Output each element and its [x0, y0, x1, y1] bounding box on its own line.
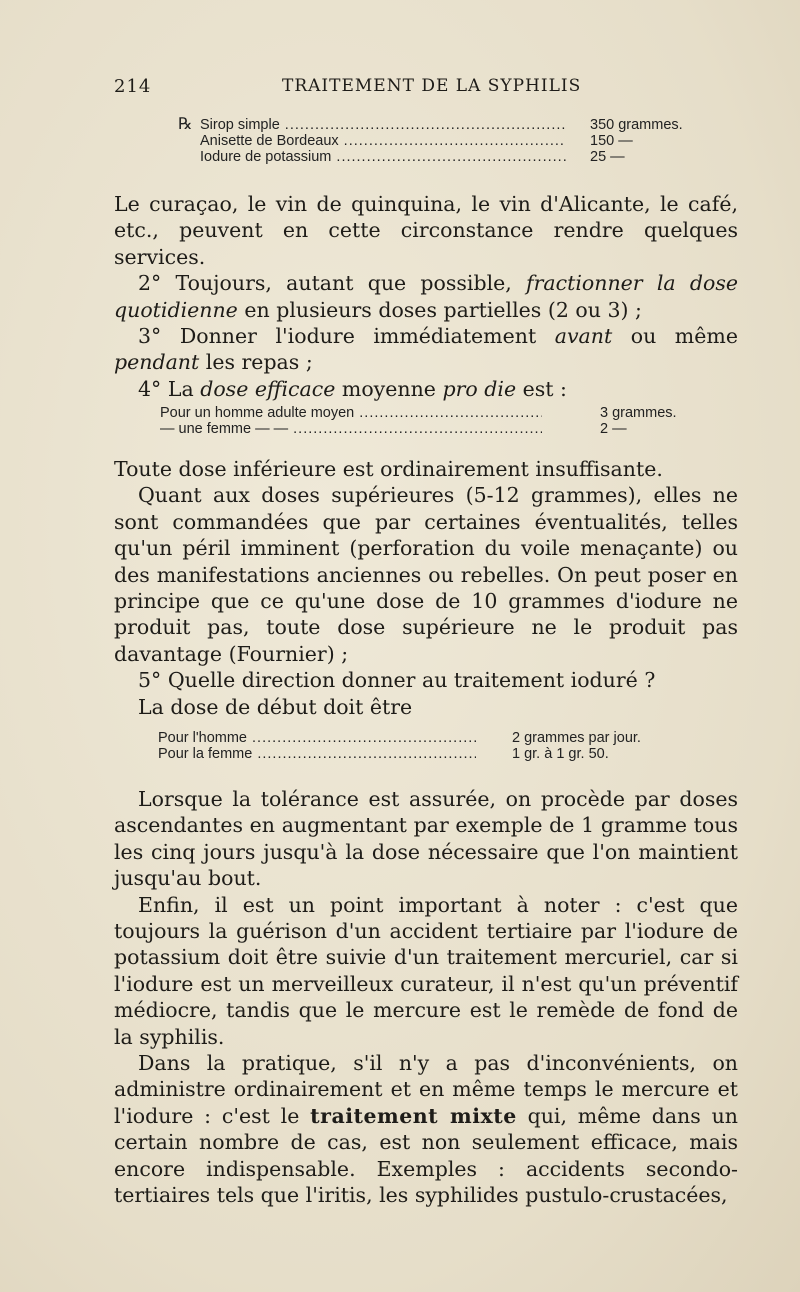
dose-label: — une femme — — .....	[160, 421, 542, 437]
start-dose-value: 2 grammes par jour.	[512, 730, 641, 746]
prescription-label: Sirop simple .....	[200, 117, 566, 133]
paragraph-text: qui, même dans un certain nombre de cas, est non seulement efficace, mais encore indispensable. Exemples : accidents secondo-tertiaires tels que l'iritis, les syphilides pustulo-crustacées,	[114, 1103, 738, 1208]
prescription-value: 150 —	[590, 133, 633, 149]
prescription-value: 350 grammes.	[590, 117, 683, 133]
point-emphasis: pendant	[114, 350, 200, 375]
point-number: 4°	[138, 376, 162, 401]
start-dose-value: 1 gr. à 1 gr. 50.	[512, 746, 609, 762]
prescription-row	[200, 149, 700, 165]
text-block-1	[114, 191, 738, 402]
dose-row	[160, 421, 680, 437]
start-dose-table	[158, 730, 678, 762]
point-emphasis: dose efficace	[200, 376, 336, 401]
point-text: Donner l'iodure immédiatement	[179, 324, 537, 349]
prescription-row	[200, 133, 700, 149]
text-block-3	[114, 786, 738, 1209]
start-dose-row	[158, 746, 678, 762]
prescription-row	[200, 117, 700, 133]
paragraph	[114, 1050, 738, 1208]
point-text: en plusieurs doses partielles (2 ou 3) ;	[244, 297, 642, 322]
point-text: les repas ;	[205, 350, 313, 375]
point-number: 3°	[138, 324, 162, 349]
prescription-label: Iodure de potassium .....	[200, 149, 566, 165]
running-title: TRAITEMENT DE LA SYPHILIS	[282, 76, 582, 96]
start-dose-label: Pour l'homme .....	[158, 730, 476, 746]
paragraph-text: Dans la pratique, s'il n'y a pas d'inconvénients, on administre ordinairement et en même temps le mercure et l'iodure : c'est le	[114, 1051, 738, 1128]
paragraph: Lorsque la tolérance est assurée, on procède par doses ascendantes en augmentant par exemple de 1 gramme tous les cinq jours jusqu'à la dose nécessaire que l'on maintient jusqu'au bout.	[114, 787, 738, 891]
paragraph: Enfin, il est un point important à noter : c'est que toujours la guérison d'un accident tertiaire par l'iodure de potassium doit être suivie d'un traitement mercuriel, car si l'iodure est un merveilleux curateur, il n'est qu'un préventif médiocre, tandis que le mercure est le remède de fond de la syphilis.	[114, 892, 738, 1049]
prescription-symbol: ℞	[178, 116, 193, 133]
point-emphasis: pro die	[442, 376, 517, 401]
point-emphasis: avant	[554, 324, 613, 349]
page-number: 214	[114, 76, 152, 97]
point-text: est :	[522, 376, 567, 401]
point-text: La	[167, 376, 194, 401]
text-block-2	[114, 456, 738, 720]
paragraph: Toute dose inférieure est ordinairement insuffisante.	[114, 457, 663, 481]
paragraph: Quant aux doses supérieures (5-12 grammes), elles ne sont commandées que par certaines éventualités, telles qu'un péril imminent (perforation du voile menaçante) ou des manifestations anciennes ou rebelles. On peut poser en principe que ce qu'une dose de 10 grammes d'iodure ne produit pas, toute dose supérieure ne le produit pas davantage (Fournier) ;	[114, 483, 738, 666]
point-text: Toujours, autant que possible,	[175, 271, 512, 296]
point-number: 2°	[138, 271, 162, 296]
prescription-label: Anisette de Bordeaux .....	[200, 133, 566, 149]
point-4	[114, 376, 738, 402]
point-3	[114, 323, 738, 376]
point-5	[114, 667, 738, 693]
dose-value: 3 grammes.	[600, 405, 677, 421]
paragraph: Le curaçao, le vin de quinquina, le vin d'Alicante, le café, etc., peuvent en cette circonstance rendre quelques services.	[114, 192, 738, 269]
dose-value: 2 —	[600, 421, 627, 437]
point-text: ou même	[630, 324, 738, 349]
start-dose-label: Pour la femme .....	[158, 746, 476, 762]
dose-table	[160, 405, 680, 437]
prescription-value: 25 —	[590, 149, 625, 165]
paragraph-emphasis: traitement mixte	[310, 1103, 517, 1128]
point-emphasis: fractionner la dose quotidienne	[114, 271, 738, 322]
point-text: moyenne	[341, 376, 436, 401]
start-dose-row	[158, 730, 678, 746]
paragraph: La dose de début doit être	[138, 694, 413, 719]
point-2	[114, 270, 738, 323]
dose-label: Pour un homme adulte moyen .....	[160, 405, 542, 421]
point-number: 5°	[138, 668, 162, 693]
dose-row	[160, 405, 680, 421]
point-text: Quelle direction donner au traitement ioduré ?	[167, 668, 656, 693]
